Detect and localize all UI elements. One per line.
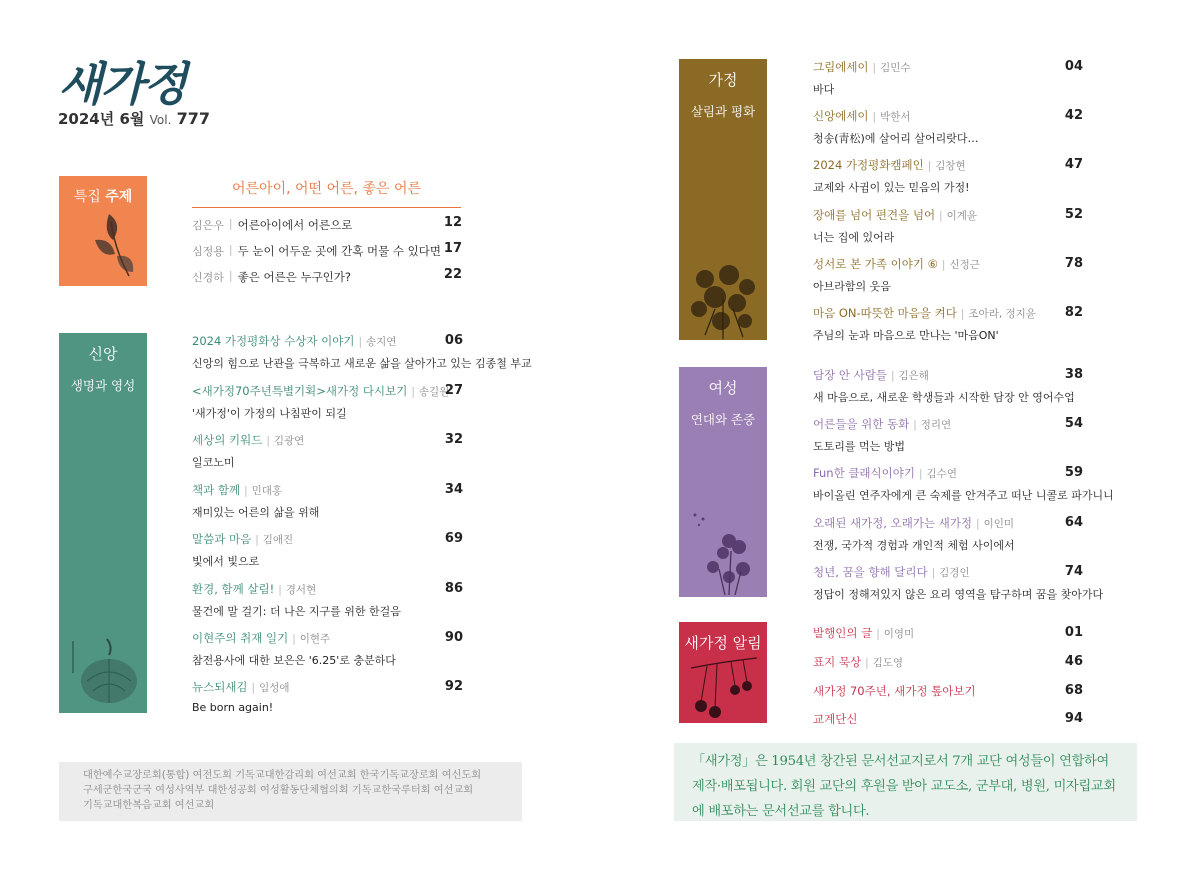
faith-item[interactable]: <새가정70주년특별기획>새가정 다시보기 | 송길원 '새가정'이 가정의 나침판이 되길 27 xyxy=(192,383,463,420)
partner-line: 기독교대한복음교회 여선교회 xyxy=(83,800,215,811)
page-number: 69 xyxy=(444,531,463,546)
news-item[interactable]: 발행인의 글 | 이영미 01 xyxy=(813,625,1083,640)
section-block-title: 새가정 알림 xyxy=(684,634,762,652)
news-item[interactable]: 교계단신 94 xyxy=(813,711,1083,726)
section-block-subtitle: 연대와 존중 xyxy=(690,412,756,427)
section-block-title: 가정 xyxy=(708,71,738,89)
flower-illustration xyxy=(685,259,763,339)
page-number: 34 xyxy=(444,482,463,497)
special-item[interactable]: 신경하 | 좋은 어른은 누구인가? 22 xyxy=(192,267,462,284)
page-number: 59 xyxy=(1064,465,1083,480)
page-number: 74 xyxy=(1064,564,1083,579)
home-item[interactable]: 장애를 넘어 편견을 넘어 | 이계윤 너는 집에 있어라 52 xyxy=(813,207,1083,244)
women-item[interactable]: Fun한 클래식이야기 | 김수연 바이올린 연주자에게 큰 숙제를 안겨주고 떠난 니콜로 파가니니 59 xyxy=(813,465,1114,502)
dried-leaf-illustration xyxy=(89,210,141,280)
faith-item[interactable]: 말씀과 마음 | 김애진 빛에서 빛으로 69 xyxy=(192,531,463,568)
page-number: 92 xyxy=(444,679,463,694)
faith-item[interactable]: 환경, 함께 살림! | 경서현 물건에 말 걸기: 더 나은 지구를 위한 한걸음 86 xyxy=(192,581,463,618)
page-number: 54 xyxy=(1064,416,1083,431)
partner-denominations xyxy=(59,762,522,821)
magazine-logo: 새가정 xyxy=(58,57,186,111)
gourd-illustration xyxy=(67,633,143,709)
home-item[interactable]: 성서로 본 가족 이야기 ⑥ | 신정근 아브라함의 웃음 78 xyxy=(813,256,1083,293)
page-number: 22 xyxy=(443,267,462,282)
section-block-special-label: 특집 주제 xyxy=(73,189,133,205)
page-number: 64 xyxy=(1064,515,1083,530)
faith-item[interactable]: 2024 가정평화상 수상자 이야기 | 송지연 신앙의 힘으로 난관을 극복하고 새로운 삶을 살아가고 있는 김종철 부교 06 xyxy=(192,333,532,370)
page-number: 42 xyxy=(1064,108,1083,123)
women-item[interactable]: 청년, 꿈을 향해 달리다 | 김경인 정답이 정해져있지 않은 요리 영역을 탐구하며 꿈을 찾아가다 74 xyxy=(813,564,1104,601)
section-block-women xyxy=(679,367,767,597)
page-number: 90 xyxy=(444,630,463,645)
page-number: 82 xyxy=(1064,305,1083,320)
home-item[interactable]: 2024 가정평화캠페인 | 김창현 교제와 사귐이 있는 믿음의 가정! 47 xyxy=(813,157,1083,194)
section-block-news xyxy=(679,622,767,723)
clover-flower-illustration xyxy=(689,511,765,595)
partner-line: 대한예수교장로회(통합) 여전도회 기독교대한감리회 여선교회 한국기독교장로회 여신도회 xyxy=(83,770,482,781)
special-item[interactable]: 심정용 | 두 눈이 어두운 곳에 간혹 머물 수 있다면 17 xyxy=(192,241,462,258)
page-number: 17 xyxy=(443,241,462,256)
page-number: 04 xyxy=(1064,59,1083,74)
page-number: 27 xyxy=(444,383,463,398)
page-number: 86 xyxy=(444,581,463,596)
page-number: 12 xyxy=(443,215,462,230)
women-item[interactable]: 담장 안 사람들 | 김은해 새 마음으로, 새로운 학생들과 시작한 담장 안 영어수업 38 xyxy=(813,367,1083,404)
section-block-home xyxy=(679,59,767,340)
section-block-faith xyxy=(59,333,147,713)
section-block-subtitle: 살림과 평화 xyxy=(690,104,756,119)
issue-info xyxy=(58,108,210,129)
special-theme-title: 어른아이, 어떤 어른, 좋은 어른 xyxy=(192,178,461,208)
section-block-title: 여성 xyxy=(708,379,738,397)
page-number: 94 xyxy=(1064,711,1083,726)
home-item[interactable]: 마음 ON-따뜻한 마음을 켜다 | 조아라, 정지윤 주님의 눈과 마음으로 만나는 '마음ON' 82 xyxy=(813,305,1083,342)
faith-item[interactable]: 책과 함께 | 민대홍 재미있는 어른의 삶을 위해 34 xyxy=(192,482,463,519)
page-number: 06 xyxy=(444,333,463,348)
women-item[interactable]: 오래된 새가정, 오래가는 새가정 | 이인미 전쟁, 국가적 경험과 개인적 체험 사이에서 64 xyxy=(813,515,1083,552)
page-number: 47 xyxy=(1064,157,1083,172)
cherry-illustration xyxy=(691,656,757,718)
section-block-title: 신앙 xyxy=(88,345,118,363)
page-number: 32 xyxy=(444,432,463,447)
home-item[interactable]: 신앙에세이 | 박한서 청송(靑松)에 살어리 살어리랏다… 42 xyxy=(813,108,1083,145)
vol-number: 777 xyxy=(176,109,211,128)
faith-item[interactable]: 세상의 키워드 | 김광연 일코노미 32 xyxy=(192,432,463,469)
page-number: 52 xyxy=(1064,207,1083,222)
issue-date: 2024년 6월 xyxy=(58,110,145,128)
news-item[interactable]: 새가정 70주년, 새가정 톺아보기 68 xyxy=(813,683,1083,698)
home-item[interactable]: 그림에세이 | 김민수 바다 04 xyxy=(813,59,1083,96)
faith-item[interactable]: 이현주의 취재 일기 | 이현주 참전용사에 대한 보은은 '6.25'로 충분하다 90 xyxy=(192,630,463,667)
vol-label: Vol. xyxy=(149,113,172,127)
women-item[interactable]: 어른들을 위한 동화 | 정리연 도토리를 먹는 방법 54 xyxy=(813,416,1083,453)
mission-statement: 「새가정」은 1954년 창간된 문서선교지로서 7개 교단 여성들이 연합하여 제작·배포됩니다. 회원 교단의 후원을 받아 교도소, 군부대, 병원, 미자립교회에 배포하는 문서선교를 합니다. xyxy=(674,743,1137,821)
special-item[interactable]: 김은우 | 어른아이에서 어른으로 12 xyxy=(192,215,462,232)
news-item[interactable]: 표지 묵상 | 김도영 46 xyxy=(813,654,1083,669)
section-block-subtitle: 생명과 영성 xyxy=(70,378,136,393)
page-number: 78 xyxy=(1064,256,1083,271)
page-number: 01 xyxy=(1064,625,1083,640)
page-number: 68 xyxy=(1064,683,1083,698)
section-block-special xyxy=(59,176,147,286)
faith-item[interactable]: 뉴스되새김 | 임성애 Be born again! 92 xyxy=(192,679,463,714)
page-number: 46 xyxy=(1064,654,1083,669)
partner-line: 구세군한국군국 여성사역부 대한성공회 여성활동단체협의회 기독교한국루터회 여선교회 xyxy=(83,785,474,796)
page-number: 38 xyxy=(1064,367,1083,382)
